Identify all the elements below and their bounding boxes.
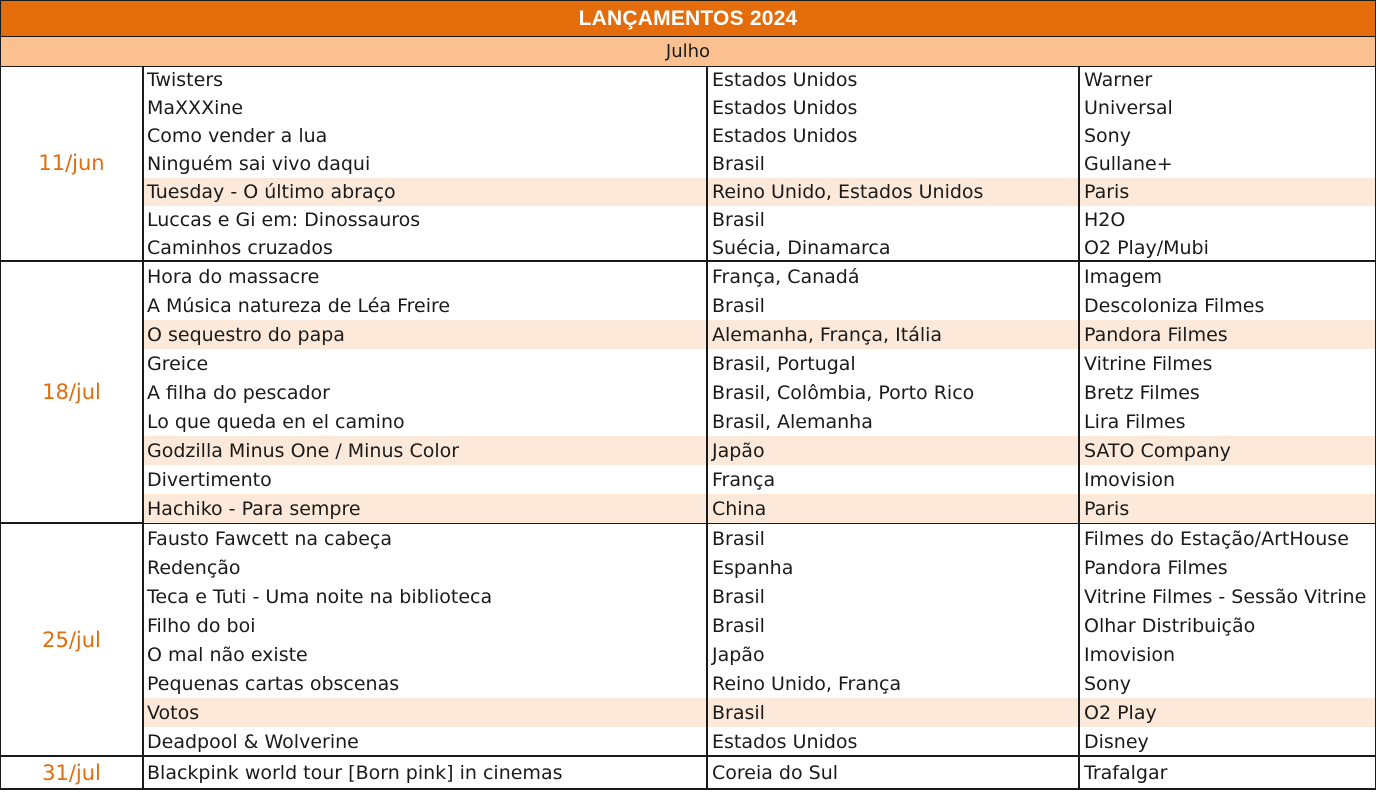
distributor-cell: Olhar Distribuição (1084, 614, 1256, 637)
country-cell: Estados Unidos (708, 122, 1080, 150)
movie-title: Hachiko - Para sempre (144, 494, 708, 523)
country-cell: Reino Unido, Estados Unidos (708, 178, 1080, 206)
table-row (144, 669, 1375, 698)
distributor-cell: SATO Company (1084, 439, 1231, 462)
table-row (144, 436, 1375, 465)
table-row (144, 524, 1375, 553)
distributor-cell: Sony (1084, 672, 1131, 695)
table-row (144, 407, 1375, 436)
distributor-cell: Vitrine Filmes (1084, 352, 1213, 375)
distributor-cell: Filmes do Estação/ArtHouse (1084, 527, 1349, 550)
movie-title: A filha do pescador (144, 378, 708, 407)
distributor-cell: Lira Filmes (1084, 410, 1186, 433)
movie-title: Ninguém sai vivo daqui (144, 150, 708, 178)
movie-title: Lo que queda en el camino (144, 407, 708, 436)
table-row (144, 582, 1375, 611)
country-cell: Alemanha, França, Itália (708, 320, 1080, 349)
country-cell: Brasil, Colômbia, Porto Rico (708, 378, 1080, 407)
country-cell: Brasil (708, 611, 1080, 640)
country-cell: Brasil (708, 524, 1080, 553)
distributor-cell: Universal (1084, 97, 1173, 119)
movie-title: Fausto Fawcett na cabeça (144, 524, 708, 553)
release-date: 25/jul (1, 524, 144, 755)
distributor-cell: Pandora Filmes (1084, 323, 1228, 346)
table-row (144, 291, 1375, 320)
distributor-cell: O2 Play (1084, 701, 1157, 724)
release-date: 11/jun (1, 66, 144, 260)
table-row (144, 234, 1375, 262)
movie-title: Filho do boi (144, 611, 708, 640)
country-cell: Brasil, Portugal (708, 349, 1080, 378)
movie-title: Deadpool & Wolverine (144, 727, 708, 756)
table-row (144, 727, 1375, 756)
table-row (144, 611, 1375, 640)
distributor-cell: Paris (1084, 181, 1130, 203)
country-cell: Brasil (708, 291, 1080, 320)
distributor-cell: O2 Play/Mubi (1084, 237, 1209, 259)
country-cell: Brasil (708, 582, 1080, 611)
movie-title: O mal não existe (144, 640, 708, 669)
release-rows (144, 524, 1375, 755)
date-group (0, 524, 1376, 757)
month-header: Julho (0, 36, 1376, 67)
movie-title: Como vender a lua (144, 122, 708, 150)
date-group (0, 757, 1376, 790)
movie-title: Tuesday - O último abraço (144, 178, 708, 206)
movie-title: Caminhos cruzados (144, 234, 708, 262)
country-cell: Reino Unido, França (708, 669, 1080, 698)
distributor-cell: Vitrine Filmes - Sessão Vitrine (1084, 585, 1367, 608)
movie-title: Hora do massacre (144, 262, 708, 291)
movie-title: Redenção (144, 553, 708, 582)
table-row (144, 465, 1375, 494)
table-row (144, 640, 1375, 669)
country-cell: China (708, 494, 1080, 523)
movie-title: MaXXXine (144, 94, 708, 122)
table-row (144, 698, 1375, 727)
table-row (144, 320, 1375, 349)
distributor-cell: Imovision (1084, 643, 1176, 666)
table-row (144, 349, 1375, 378)
country-cell: Estados Unidos (708, 66, 1080, 94)
movie-title: Twisters (144, 66, 708, 94)
country-cell: Japão (708, 640, 1080, 669)
release-rows (144, 757, 1375, 788)
table-row (144, 122, 1375, 150)
release-rows (144, 262, 1375, 522)
movie-title: Pequenas cartas obscenas (144, 669, 708, 698)
distributor-cell: Bretz Filmes (1084, 381, 1200, 404)
country-cell: Brasil (708, 150, 1080, 178)
distributor-cell: Warner (1084, 69, 1153, 91)
country-cell: Coreia do Sul (708, 757, 1080, 788)
movie-title: Votos (144, 698, 708, 727)
distributor-cell: Disney (1084, 730, 1149, 753)
release-rows (144, 66, 1375, 260)
movie-title: Teca e Tuti - Uma noite na biblioteca (144, 582, 708, 611)
date-group (0, 66, 1376, 262)
movie-title: Luccas e Gi em: Dinossauros (144, 206, 708, 234)
movie-title: Blackpink world tour [Born pink] in cinemas (144, 757, 708, 788)
table-row (144, 66, 1375, 94)
movie-title: O sequestro do papa (144, 320, 708, 349)
table-row (144, 150, 1375, 178)
distributor-cell: H2O (1084, 209, 1126, 231)
table-row (144, 178, 1375, 206)
country-cell: Suécia, Dinamarca (708, 234, 1080, 262)
country-cell: Brasil (708, 206, 1080, 234)
distributor-cell: Imovision (1084, 468, 1176, 491)
table-row (144, 553, 1375, 582)
movie-title: Greice (144, 349, 708, 378)
country-cell: Estados Unidos (708, 727, 1080, 756)
country-cell: Brasil, Alemanha (708, 407, 1080, 436)
table-row (144, 262, 1375, 291)
country-cell: França (708, 465, 1080, 494)
distributor-cell: Sony (1084, 125, 1131, 147)
table-row (144, 757, 1375, 788)
distributor-cell: Trafalgar (1084, 761, 1168, 784)
distributor-cell: Descoloniza Filmes (1084, 294, 1265, 317)
distributor-cell: Gullane+ (1084, 153, 1173, 175)
movie-title: Divertimento (144, 465, 708, 494)
country-cell: Japão (708, 436, 1080, 465)
distributor-cell: Imagem (1084, 265, 1163, 288)
table-row (144, 378, 1375, 407)
table-row (144, 494, 1375, 523)
movie-title: A Música natureza de Léa Freire (144, 291, 708, 320)
table-row (144, 94, 1375, 122)
movie-title: Godzilla Minus One / Minus Color (144, 436, 708, 465)
release-date: 31/jul (1, 757, 144, 788)
country-cell: Estados Unidos (708, 94, 1080, 122)
distributor-cell: Paris (1084, 497, 1130, 520)
table-row (144, 206, 1375, 234)
distributor-cell: Pandora Filmes (1084, 556, 1228, 579)
release-date: 18/jul (1, 262, 144, 522)
table-title: LANÇAMENTOS 2024 (0, 0, 1376, 36)
country-cell: Brasil (708, 698, 1080, 727)
date-group (0, 262, 1376, 524)
country-cell: França, Canadá (708, 262, 1080, 291)
country-cell: Espanha (708, 553, 1080, 582)
